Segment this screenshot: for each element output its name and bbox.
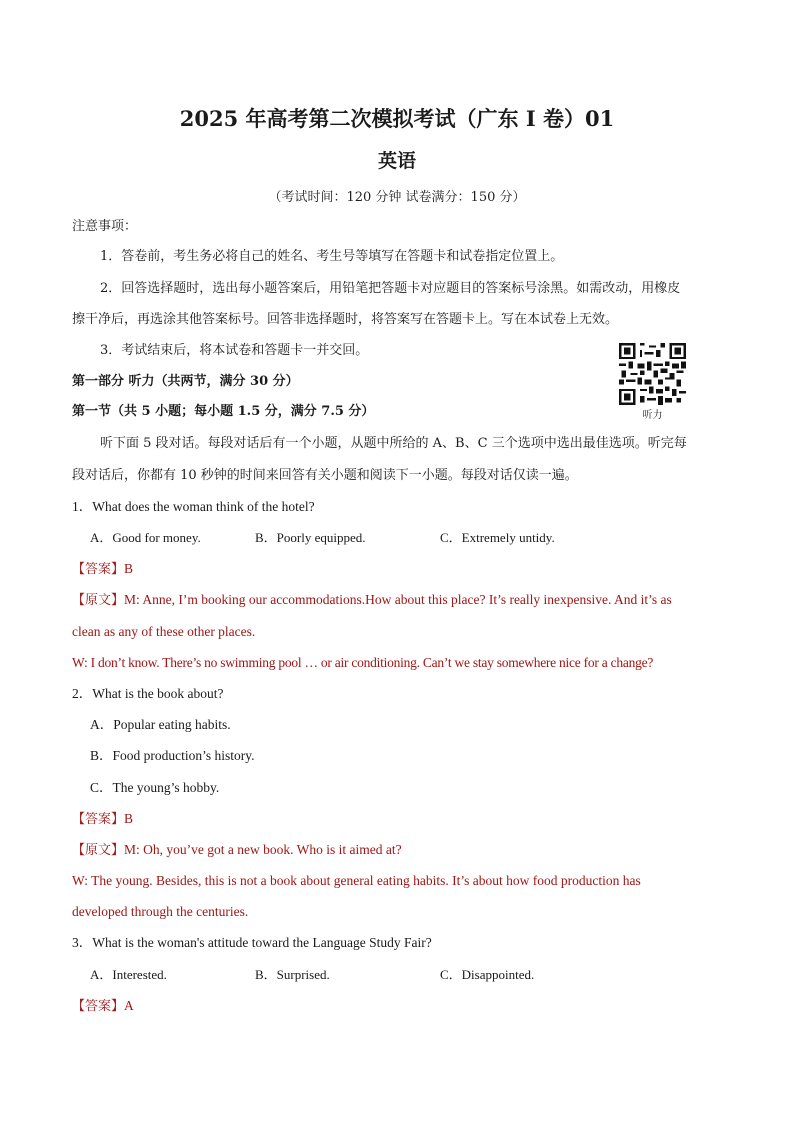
script-text: M: Anne, I’m booking our accommodations.How about this place? It’s really inexpensive. And it’s as [124,592,672,607]
script-tag: 【原文】 [72,593,125,608]
notice-item-3: 3．考试结束后，将本试卷和答题卡一并交回。 [100,343,369,358]
question-1-option-b: B．Poorly equipped. [255,530,366,545]
page-title: 2025 年高考第二次模拟考试（广东 I 卷）01 [179,106,615,131]
answer-value: A [124,998,134,1013]
question-2-script-line-1 [72,841,724,860]
instructions-line-2: 段对话后，你都有 10 秒钟的时间来回答有关小题和阅读下一小题。每段对话仅读一遍。 [72,468,578,483]
answer-tag: 【答案】 [72,999,125,1014]
question-2-stem: 2．What is the book about? [72,686,224,701]
question-3-option-c: C．Disappointed. [440,967,535,982]
exam-info: （考试时间：120 分钟 试卷满分：150 分） [268,190,526,205]
question-3-stem: 3．What is the woman's attitude toward the Language Study Fair? [72,935,432,950]
question-1-answer [72,560,724,579]
question-3-option-b: B．Surprised. [255,967,330,982]
script-tag: 【原文】 [72,843,125,858]
notice-heading: 注意事项： [72,219,138,234]
subject-heading: 英语 [377,150,416,172]
notice-item-2-line-2: 擦干净后，再选涂其他答案标号。回答非选择题时，将答案写在答题卡上。写在本试卷上无效。 [72,312,619,327]
qr-code-image [619,343,686,405]
question-2-answer [72,810,724,829]
question-1-stem: 1．What does the woman think of the hotel? [72,499,315,514]
answer-value: B [124,561,134,576]
section-heading: 第一节（共 5 小题；每小题 1.5 分，满分 7.5 分） [72,404,375,419]
part-heading: 第一部分 听力（共两节，满分 30 分） [72,374,299,389]
script-text: M: Oh, you’ve got a new book. Who is it aimed at? [124,842,402,857]
question-2-option-a: A．Popular eating habits. [90,717,231,732]
question-1-option-a: A．Good for money. [90,530,201,545]
question-3-option-a: A．Interested. [90,967,167,982]
question-1-option-c: C．Extremely untidy. [440,530,555,545]
notice-item-2-line-1: 2．回答选择题时，选出每小题答案后，用铅笔把答题卡对应题目的答案标号涂黑。如需改动，用橡皮 [100,281,681,296]
qr-label: 听力 [642,410,663,421]
notice-item-1: 1．答卷前，考生务必将自己的姓名、考生号等填写在答题卡和试卷指定位置上。 [100,249,564,264]
answer-tag: 【答案】 [72,812,125,827]
answer-value: B [124,811,134,826]
question-1-script-line-2: clean as any of these other places. [72,624,256,639]
instructions-line-1: 听下面 5 段对话。每段对话后有一个小题，从题中所给的 A、B、C 三个选项中选出最佳选项。听完每 [100,436,687,451]
question-2-option-b: B．Food production’s history. [90,748,255,763]
question-1-script-line-3: W: I don’t know. There’s no swimming pool … or air conditioning. Can’t we stay somewhere nice for a change? [72,655,654,670]
question-3-answer [72,997,724,1016]
question-2-option-c: C．The young’s hobby. [90,780,220,795]
question-2-script-line-3: developed through the centuries. [72,904,249,919]
question-2-script-line-2: W: The young. Besides, this is not a book about general eating habits. It’s about how food production has [72,873,641,888]
question-1-script-line-1 [72,591,724,610]
answer-tag: 【答案】 [72,562,125,577]
